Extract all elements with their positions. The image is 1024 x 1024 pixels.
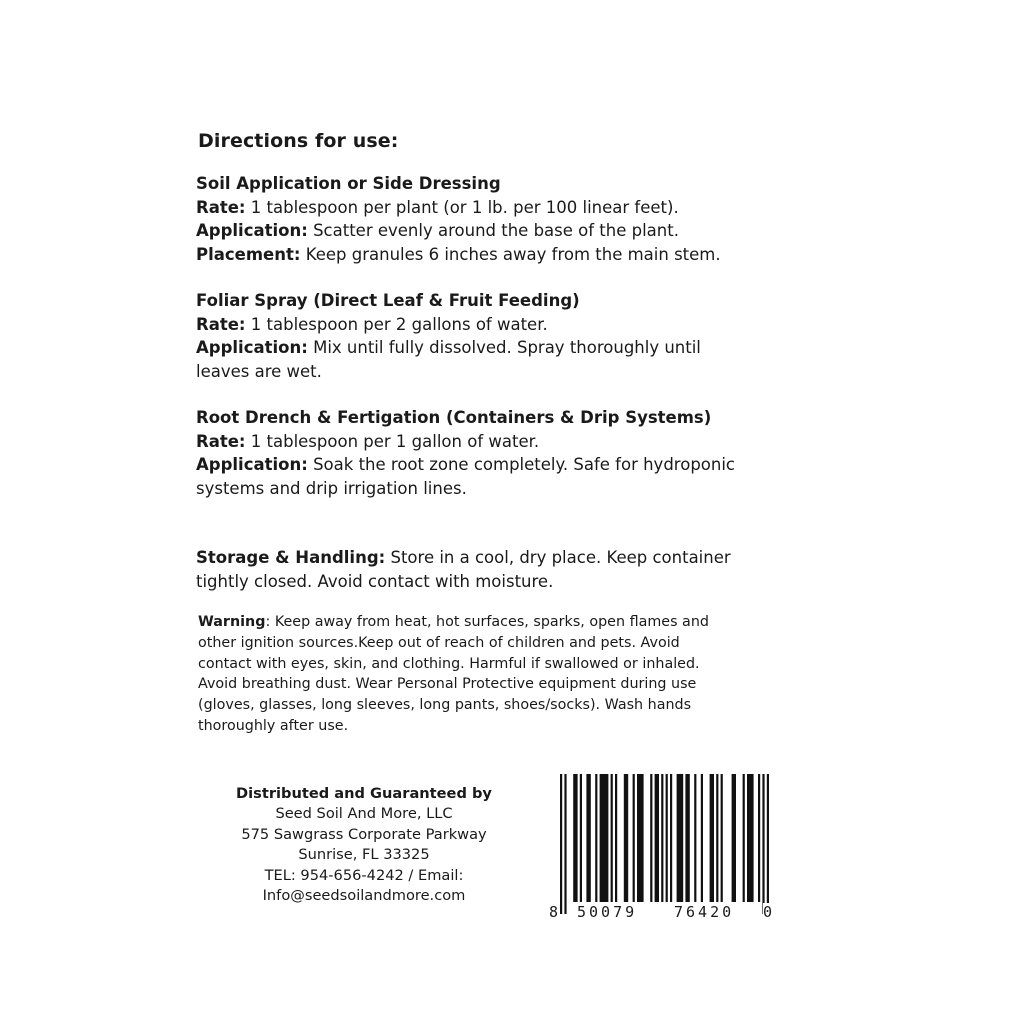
- barcode-bar: [710, 774, 714, 902]
- barcode-bar: [611, 774, 613, 902]
- barcode-bar: [564, 774, 566, 914]
- barcode-bar: [600, 774, 609, 902]
- barcode-bar: [580, 774, 582, 902]
- drench-rate-text: 1 tablespoon per 1 gallon of water.: [245, 431, 540, 451]
- barcode-bar: [732, 774, 736, 902]
- warning-line-1: [198, 612, 818, 633]
- barcode-bar: [762, 774, 764, 914]
- warning-line-5: (gloves, glasses, long sleeves, long pants, shoes/socks). Wash hands: [198, 697, 692, 714]
- barcode-bar: [716, 774, 718, 902]
- barcode-bar: [595, 774, 597, 902]
- barcode-bar: [758, 774, 760, 902]
- barcode-bar: [743, 774, 745, 902]
- barcode-bar: [615, 774, 617, 902]
- barcode-bar: [721, 774, 723, 902]
- drench-rate-label: Rate:: [196, 431, 246, 451]
- warning-line-6: thoroughly after use.: [198, 717, 349, 734]
- warning-line-2: other ignition sources.Keep out of reach of children and pets. Avoid: [198, 634, 680, 651]
- barcode-bar: [701, 774, 703, 902]
- foliar-rate-text: 1 tablespoon per 2 gallons of water.: [245, 314, 548, 334]
- warning-text-1: : Keep away from heat, hot surfaces, sparks, open flames and: [265, 614, 709, 630]
- distributor-heading: Distributed and Guaranteed by: [236, 785, 492, 802]
- foliar-application-text: Mix until fully dissolved. Spray thoroughly until: [307, 338, 701, 357]
- barcode-bar: [685, 774, 689, 902]
- warning-section: [198, 612, 818, 737]
- distributor-address: 575 Sawgrass Corporate Parkway: [241, 825, 487, 843]
- distributor-city: Sunrise, FL 33325: [298, 846, 430, 864]
- drench-application-label: Application:: [196, 455, 308, 474]
- soil-application-label: Application:: [196, 221, 308, 240]
- soil-rate-text: 1 tablespoon per plant (or 1 lb. per 100 linear feet).: [245, 197, 679, 217]
- barcode-bar: [655, 774, 659, 902]
- storage-line-2: tightly closed. Avoid contact with moisture.: [196, 571, 554, 591]
- barcode-bar: [560, 774, 562, 914]
- barcode-bar: [694, 774, 696, 902]
- foliar-application-line-2: leaves are wet.: [196, 361, 322, 381]
- barcode-bar: [637, 774, 644, 902]
- drench-application-line: [196, 453, 846, 477]
- soil-application-text: Scatter evenly around the base of the plant.: [307, 221, 679, 240]
- soil-application-line: [196, 219, 846, 243]
- barcode-digit-left: 8: [549, 903, 559, 921]
- foliar-rate-line: [196, 313, 846, 337]
- storage-text: Store in a cool, dry place. Keep container: [385, 548, 731, 567]
- barcode-bar: [624, 774, 628, 902]
- soil-placement-line: [196, 243, 846, 267]
- distributor-phone: TEL: 954-656-4242 / Email:: [264, 866, 464, 884]
- soil-placement-label: Placement:: [196, 244, 301, 264]
- warning-line-4: Avoid breathing dust. Wear Personal Protective equipment during use: [198, 676, 697, 693]
- storage-label: Storage & Handling:: [196, 548, 386, 567]
- barcode: [548, 772, 776, 924]
- foliar-heading: Foliar Spray (Direct Leaf & Fruit Feeding): [196, 291, 580, 310]
- barcode-bar: [573, 774, 577, 902]
- barcode-bar: [747, 774, 754, 902]
- storage-line: [196, 546, 846, 570]
- drench-application-line-2: systems and drip irrigation lines.: [196, 478, 467, 498]
- barcode-bar: [650, 774, 652, 902]
- directions-title: Directions for use:: [198, 130, 399, 152]
- root-drench-section: [196, 406, 846, 500]
- distributor-block: [210, 784, 518, 906]
- warning-label: Warning: [198, 614, 266, 630]
- barcode-bar: [586, 774, 590, 902]
- barcode-group-left: 50079: [577, 903, 638, 921]
- foliar-application-line: [196, 336, 846, 360]
- drench-rate-line: [196, 430, 846, 454]
- distributor-name: Seed Soil And More, LLC: [275, 805, 453, 823]
- barcode-bar: [661, 774, 663, 902]
- drench-heading: Root Drench & Fertigation (Containers & Drip Systems): [196, 408, 712, 427]
- foliar-spray-section: [196, 289, 846, 383]
- storage-section: [196, 546, 846, 593]
- warning-line-3: contact with eyes, skin, and clothing. Harmful if swallowed or inhaled.: [198, 655, 700, 672]
- barcode-bar: [666, 774, 668, 902]
- soil-heading: Soil Application or Side Dressing: [196, 174, 501, 193]
- barcode-group-right: 76420: [674, 903, 735, 921]
- barcode-digit-right: 0: [763, 903, 773, 921]
- drench-application-text: Soak the root zone completely. Safe for hydroponic: [307, 455, 735, 474]
- barcode-bar: [677, 774, 684, 902]
- barcode-bar: [767, 774, 769, 914]
- distributor-email: Info@seedsoilandmore.com: [262, 887, 466, 905]
- barcode-bars: [548, 772, 776, 924]
- foliar-application-label: Application:: [196, 338, 308, 357]
- soil-rate-line: [196, 196, 846, 220]
- foliar-rate-label: Rate:: [196, 314, 246, 334]
- soil-application-section: [196, 172, 846, 266]
- soil-rate-label: Rate:: [196, 197, 246, 217]
- soil-placement-text: Keep granules 6 inches away from the main stem.: [300, 244, 721, 264]
- barcode-bar: [633, 774, 635, 902]
- barcode-bar: [670, 774, 672, 902]
